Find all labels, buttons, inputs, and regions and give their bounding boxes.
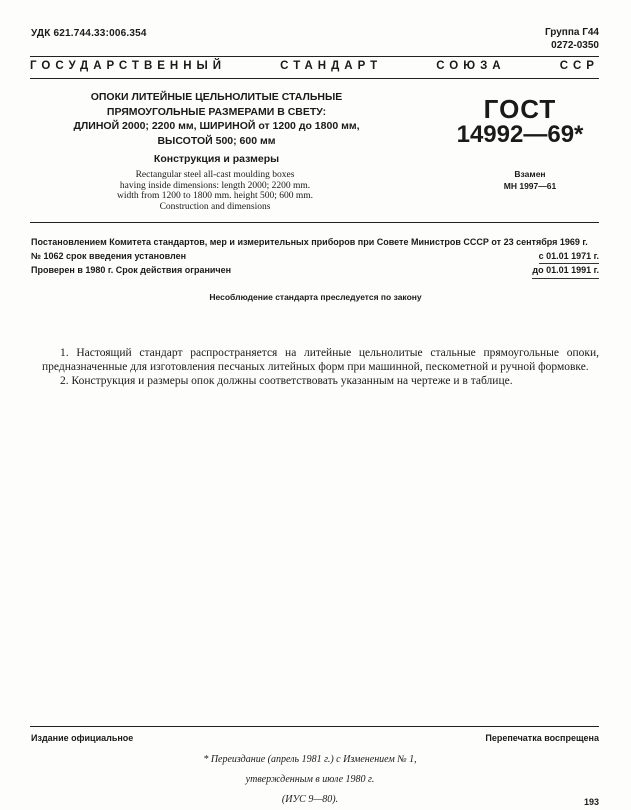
english-title (80, 170, 350, 212)
official-edition-label: Издание официальное (31, 733, 134, 743)
title-line: ОПОКИ ЛИТЕЙНЫЕ ЦЕЛЬНОЛИТЫЕ СТАЛЬНЫЕ (90, 91, 343, 103)
gost-label: ГОСТ (483, 94, 557, 124)
gost-number (455, 96, 585, 148)
footnote-line: утвержденным в июле 1980 г. (245, 774, 375, 785)
banner-word: СТАНДАРТ (280, 60, 383, 72)
state-standard-banner (30, 60, 599, 72)
title-line: ПРЯМОУГОЛЬНЫЕ РАЗМЕРАМИ В СВЕТУ: (106, 105, 327, 118)
english-title-line: width from 1200 to 1800 mm. height 500; 600 mm. (116, 191, 314, 201)
banner-word: ГОСУДАРСТВЕННЫЙ (30, 60, 227, 72)
replaces-label: Взамен (514, 169, 546, 179)
title-line: ВЫСОТОЙ 500; 600 мм (157, 134, 276, 147)
decree-block (31, 236, 599, 279)
effective-date: с 01.01 1971 г. (539, 250, 599, 265)
footnote-line: (ИУС 9—80). (281, 794, 339, 805)
page-number: 193 (583, 797, 599, 807)
body-text (42, 346, 599, 388)
expiry-date: до 01.01 1991 г. (532, 264, 599, 279)
header-top-rule (30, 56, 599, 57)
group-code (545, 26, 599, 52)
gost-code: 14992—69* (456, 121, 584, 148)
banner-word: ССР (559, 60, 599, 72)
okp-code: 0272-0350 (551, 40, 599, 51)
title-line: ДЛИНОЙ 2000; 2200 мм, ШИРИНОЙ от 1200 до 1800 мм, (73, 120, 360, 132)
paragraph: 1. Настоящий стандарт распространяется на литейные цельнолитые стальные прямоугольные опоки, предназначенные для изготовления песчаных литейных форм при машинной, пескометной и ручной формовке. (42, 347, 599, 373)
title-subtitle: Конструкция и размеры (153, 153, 280, 165)
standard-title (54, 90, 379, 167)
footnote-line: * Переиздание (апрель 1981 г.) с Изменением № 1, (203, 754, 417, 765)
decree-line-3-label: Проверен в 1980 г. Срок действия ограничен (31, 265, 232, 275)
replaces-block (485, 168, 575, 192)
reissue-footnote (150, 750, 470, 810)
udk-code: УДК 621.744.33:006.354 (31, 28, 147, 39)
english-title-line: Construction and dimensions (159, 201, 271, 212)
banner-word: СОЮЗА (436, 60, 506, 72)
decree-line-1: Постановлением Комитета стандартов, мер и измерительных приборов при Совете Министров СССР от 23 сентября 1969 г. (31, 237, 588, 247)
footer-rule (30, 726, 599, 727)
english-title-line: Rectangular steel all-cast moulding boxes (135, 170, 295, 180)
paragraph: 2. Конструкция и размеры опок должны соответствовать указанным на чертеже и в таблице. (60, 375, 513, 387)
english-title-line: having inside dimensions: length 2000; 2200 mm. (119, 180, 311, 191)
reprint-prohibited-label: Перепечатка воспрещена (485, 733, 599, 743)
penalty-notice: Несоблюдение стандарта преследуется по закону (209, 292, 422, 302)
decree-line-2-label: № 1062 срок введения установлен (31, 250, 187, 261)
header-bottom-rule (30, 78, 599, 79)
group-label: Группа Г44 (544, 27, 599, 38)
title-bottom-rule (30, 222, 599, 223)
replaces-value: МН 1997—61 (503, 181, 557, 191)
